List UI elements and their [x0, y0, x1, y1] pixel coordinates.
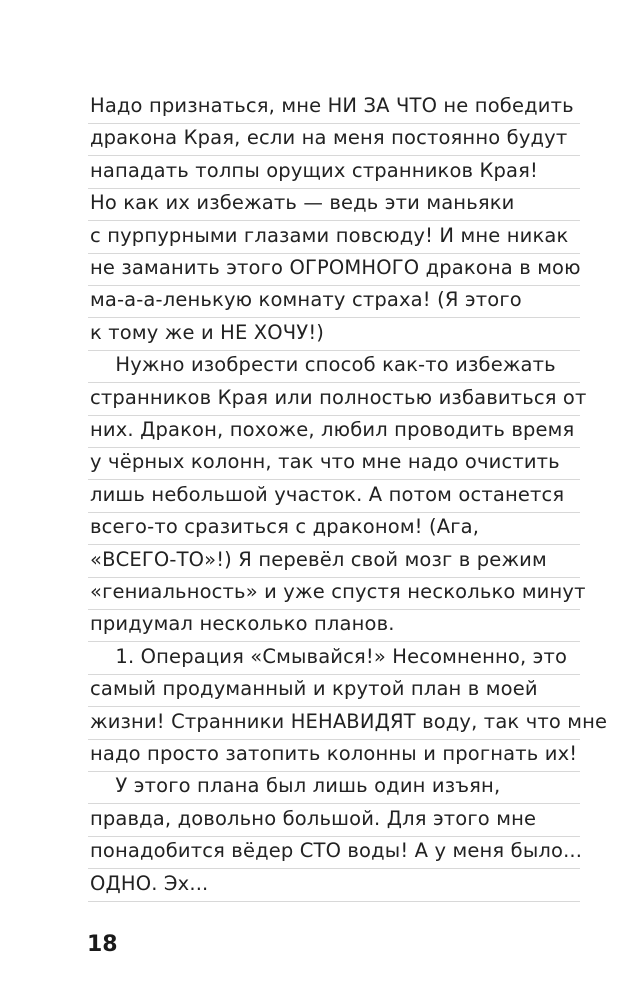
ruled-line: [88, 155, 580, 156]
text-line: «ВСЕГО-ТО»!) Я перевёл свой мозг в режим: [90, 547, 547, 571]
text-line: У этого плана был лишь один изъян,: [90, 774, 501, 798]
ruled-line: [88, 641, 580, 642]
text-line: с пурпурными глазами повсюду! И мне никак: [90, 223, 569, 247]
ruled-line: [88, 577, 580, 578]
text-line: нападать толпы орущих странников Края!: [90, 158, 539, 182]
text-line: Но как их избежать — ведь эти маньяки: [90, 191, 515, 215]
text-line: Нужно изобрести способ как-то избежать: [90, 353, 556, 377]
text-line: придумал несколько планов.: [90, 612, 395, 636]
text-line: жизни! Странники НЕНАВИДЯТ воду, так что мне: [90, 709, 608, 733]
ruled-line: [88, 220, 580, 221]
ruled-line: [88, 609, 580, 610]
ruled-line: [88, 479, 580, 480]
ruled-line: [88, 739, 580, 740]
ruled-line: [88, 317, 580, 318]
text-line: Надо признаться, мне НИ ЗА ЧТО не победить: [90, 94, 574, 117]
text-line: лишь небольшой участок. А потом останется: [90, 482, 565, 506]
text-line: ОДНО. Эх...: [90, 871, 209, 895]
text-line: понадобится вёдер СТО воды! А у меня было...: [90, 839, 583, 863]
ruled-line: [88, 674, 580, 675]
text-line: не заманить этого ОГРОМНОГО дракона в мою: [90, 256, 581, 279]
text-line: правда, довольно большой. Для этого мне: [90, 806, 537, 830]
text-line: к тому же и НЕ ХОЧУ!): [90, 320, 325, 344]
text-line: странников Края или полностью избавиться от: [90, 385, 587, 409]
ruled-line: [88, 706, 580, 707]
ruled-line: [88, 188, 580, 189]
text-line: ма-а-а-ленькую комнату страха! (Я этого: [90, 288, 522, 312]
ruled-line: [88, 836, 580, 837]
ruled-line: [88, 512, 580, 513]
ruled-line: [88, 350, 580, 351]
text-line: всего-то сразиться с драконом! (Ага,: [90, 515, 480, 539]
ruled-line: [88, 447, 580, 448]
ruled-line: [88, 901, 580, 902]
text-line: дракона Края, если на меня постоянно будут: [90, 126, 568, 150]
ruled-line: [88, 382, 580, 383]
text-line: «гениальность» и уже спустя несколько минут: [90, 580, 586, 603]
ruled-line: [88, 415, 580, 416]
ruled-line: [88, 253, 580, 254]
ruled-line: [88, 285, 580, 286]
ruled-line: [88, 803, 580, 804]
text-line: надо просто затопить колонны и прогнать их!: [90, 742, 578, 765]
text-line: 1. Операция «Смывайся!» Несомненно, это: [90, 644, 568, 668]
ruled-line: [88, 123, 580, 124]
ruled-line: [88, 868, 580, 869]
text-line: них. Дракон, похоже, любил проводить время: [90, 418, 575, 441]
page-number: 18: [87, 932, 118, 957]
ruled-line: [88, 544, 580, 545]
text-line: у чёрных колонн, так что мне надо очистить: [90, 450, 560, 474]
text-line: самый продуманный и крутой план в моей: [90, 677, 538, 701]
ruled-line: [88, 771, 580, 772]
